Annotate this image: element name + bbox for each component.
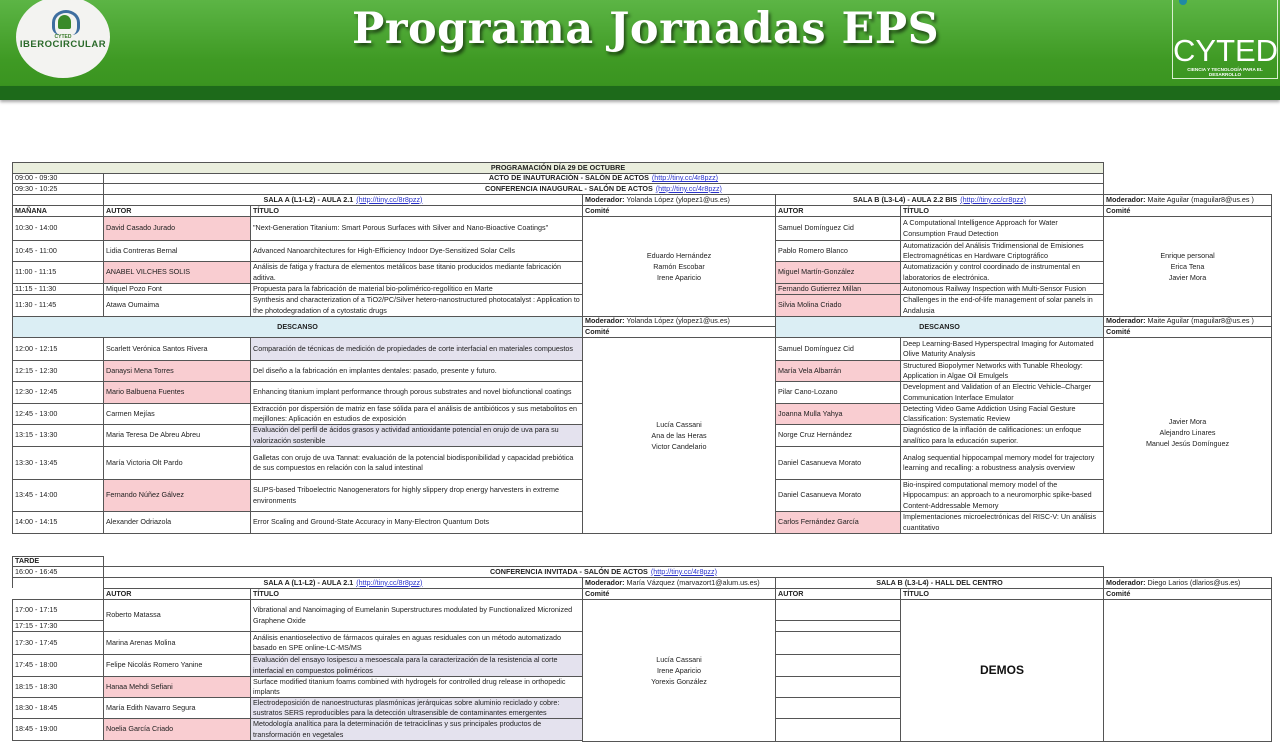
- author-cell: ANABEL VILCHES SOLIS: [103, 261, 251, 284]
- author-cell: Maria Teresa De Abreu Abreu: [103, 424, 251, 447]
- demos-cell: DEMOS: [900, 599, 1104, 742]
- time-cell: 17:30 - 17:45: [12, 631, 104, 655]
- time-cell: 13:30 - 13:45: [12, 446, 104, 480]
- column-header-comite: Comité: [582, 326, 776, 338]
- sala-a-moderator: Moderador: Yolanda López (ylopez1@us.es): [582, 194, 776, 206]
- column-header-autor: AUTOR: [103, 205, 251, 217]
- title-cell: Surface modified titanium foams combined with hydrogels for controlled drug release in orthopedic implants: [250, 676, 583, 698]
- committee-cell: Enrique personal Erica Tena Javier Mora: [1103, 216, 1272, 317]
- author-cell: Daniel Casanueva Morato: [775, 479, 901, 512]
- author-cell: Marina Arenas Molina: [103, 631, 251, 655]
- time-cell: 11:00 - 11:15: [12, 261, 104, 284]
- author-cell: Carmen Mejías: [103, 403, 251, 425]
- time-cell: 11:15 - 11:30: [12, 283, 104, 295]
- column-header-autor: AUTOR: [775, 205, 901, 217]
- logo-name: CYTED: [1173, 33, 1279, 68]
- column-header-comite: Comité: [582, 205, 776, 217]
- empty-author-cell: [775, 676, 901, 698]
- sala-b-title: SALA B (L3-L4) - HALL DEL CENTRO: [775, 577, 1104, 589]
- time-cell: 14:00 - 14:15: [12, 511, 104, 534]
- committee-cell: Eduardo Hernández Ramón Escobar Irene Aparicio: [582, 216, 776, 317]
- column-header-comite: Comité: [1103, 205, 1272, 217]
- sala-a-title: SALA A (L1-L2) - AULA 2.1 (http://tiny.cc/8r8pzz): [103, 194, 583, 206]
- title-cell: Bio-inspired computational memory model of the Hippocampus: an approach to a neuromorphic spike-based Content-Addressable Memory: [900, 479, 1104, 512]
- logo-mark-icon: [1179, 0, 1187, 5]
- empty-author-cell: [775, 599, 901, 621]
- title-cell: Evaluación del ensayo Iosipescu a mesoescala para la caracterización de la resistencia al corte interfacial en compuestos poliméricos: [250, 654, 583, 677]
- title-cell: Metodología analítica para la determinación de tetraciclinas y sus principales productos de transformación en vegetales: [250, 718, 583, 741]
- title-cell: Deep Learning-Based Hyperspectral Imaging for Automated Olive Maturity Analysis: [900, 337, 1104, 361]
- sala-b-moderator: Moderador: Maite Aguilar (maguilar8@us.es ): [1103, 316, 1272, 327]
- title-cell: Enhancing titanium implant performance through porous substrates and novel biofunctional coatings: [250, 381, 583, 404]
- title-cell: Challenges in the end-of-life management of solar panels in Andalusia: [900, 294, 1104, 317]
- title-cell: Comparación de técnicas de medición de propiedades de corte interfacial en materiales compuestos: [250, 337, 583, 361]
- logo-subtitle: CIENCIA Y TECNOLOGÍA PARA EL DESARROLLO: [1187, 67, 1263, 77]
- title-cell: Diagnóstico de la inflación de calificaciones: un enfoque analítico para la educación superior.: [900, 424, 1104, 447]
- title-cell: Analog sequential hippocampal memory model for trajectory learning and recalling: a robustness analysis overview: [900, 446, 1104, 480]
- day-title: PROGRAMACIÓN DÍA 29 DE OCTUBRE: [12, 162, 1104, 174]
- title-cell: SLIPS-based Triboelectric Nanogenerators for highly slippery drop energy harvesters in extreme environments: [250, 479, 583, 512]
- author-cell: Fernando Gutierrez Millan: [775, 283, 901, 295]
- author-cell: María Edith Navarro Segura: [103, 697, 251, 719]
- title-cell: Advanced Nanoarchitectures for High-Efficiency Indoor Dye-Sensitized Solar Cells: [250, 240, 583, 262]
- author-cell: Daniel Casanueva Morato: [775, 446, 901, 480]
- sala-a-title: SALA A (L1-L2) - AULA 2.1 (http://tiny.cc/8r8pzz): [103, 577, 583, 589]
- title-cell: Automatización y control coordinado de instrumental en laboratorios de electrónica.: [900, 261, 1104, 284]
- committee-cell: Lucía Cassani Ana de las Heras Victor Candelario: [582, 337, 776, 534]
- title-cell: "Next-Generation Titanium: Smart Porous Surfaces with Silver and Nano-Bioactive Coatings": [250, 216, 583, 241]
- author-cell: Noelia García Criado: [103, 718, 251, 741]
- logo-small-text: CYTED: [54, 34, 72, 40]
- author-cell: Fernando Núñez Gálvez: [103, 479, 251, 512]
- sala-b-moderator: Moderador: Maite Aguilar (maguilar8@us.es ): [1103, 194, 1272, 206]
- column-header-comite: Comité: [582, 588, 776, 600]
- author-cell: Lidia Contreras Bernal: [103, 240, 251, 262]
- column-header-autor: AUTOR: [775, 588, 901, 600]
- author-cell: Joanna Mulla Yahya: [775, 403, 901, 425]
- time-cell: 18:30 - 18:45: [12, 697, 104, 719]
- time-cell: 13:15 - 13:30: [12, 424, 104, 447]
- author-cell: Miquel Pozo Font: [103, 283, 251, 295]
- author-cell: Mario Balbuena Fuentes: [103, 381, 251, 404]
- time-cell: 13:45 - 14:00: [12, 479, 104, 512]
- title-cell: Synthesis and characterization of a TiO2/PC/Silver hetero-nanostructured photocatalyst : Application to the photodegradation of a cytostatic drugs: [250, 294, 583, 317]
- section-label-tarde: TARDE: [12, 556, 104, 567]
- title-cell: Error Scaling and Ground-State Accuracy in Many-Electron Quantum Dots: [250, 511, 583, 534]
- title-cell: Implementaciones microelectrónicas del RISC-V: Un análisis cuantitativo: [900, 511, 1104, 534]
- author-cell: Miguel Martín-González: [775, 261, 901, 284]
- author-cell: Pilar Cano-Lozano: [775, 381, 901, 404]
- title-cell: Automatización del Análisis Tridimensional de Emisiones Electromagnéticas en Hardware Criptográfico: [900, 240, 1104, 262]
- author-cell: María Vela Albarrán: [775, 360, 901, 382]
- time-cell: 17:15 - 17:30: [12, 620, 104, 632]
- title-cell: Electrodeposición de nanoestructuras plasmónicas jerárquicas sobre aluminio reciclado y cobre: sustratos SERS reproducibles para la detección ultrasensible de contaminantes emergentes: [250, 697, 583, 719]
- time-cell: 17:00 - 17:15: [12, 599, 104, 621]
- column-header-autor: AUTOR: [103, 588, 251, 600]
- sala-a-moderator: Moderador: María Vázquez (marvazort1@alum.us.es): [582, 577, 776, 589]
- author-cell: Felipe Nicolás Romero Yanine: [103, 654, 251, 677]
- sala-a-moderator: Moderador: Yolanda López (ylopez1@us.es): [582, 316, 776, 327]
- author-cell: Atawa Oumaima: [103, 294, 251, 317]
- sala-b-link[interactable]: (http://tiny.cc/cr8pzz): [960, 194, 1026, 204]
- time-cell: 11:30 - 11:45: [12, 294, 104, 317]
- time-cell: 09:30 - 10:25: [12, 183, 104, 195]
- author-cell: María Victoria Olt Pardo: [103, 446, 251, 480]
- empty-author-cell: [775, 631, 901, 655]
- committee-cell: Javier Mora Alejandro Linares Manuel Jesús Domínguez: [1103, 337, 1272, 534]
- sala-b-title: SALA B (L3-L4) - AULA 2.2 BIS (http://tiny.cc/cr8pzz): [775, 194, 1104, 206]
- page-title: Programa Jornadas EPS: [352, 4, 940, 54]
- author-cell: Silvia Molina Criado: [775, 294, 901, 317]
- title-cell: Galletas con orujo de uva Tannat: evaluación de la potencial biodisponibilidad y capacidad prebiótica de sus compuestos en relación con la salud intestinal: [250, 446, 583, 480]
- column-header-comite: Comité: [1103, 326, 1272, 338]
- time-cell: 12:00 - 12:15: [12, 337, 104, 361]
- keynote-link[interactable]: (http://tiny.cc/4r8pzz): [655, 183, 722, 193]
- title-cell: Análisis enantioselectivo de fármacos quirales en aguas residuales con un método automatizado basado en SPE online-LC-MS/MS: [250, 631, 583, 655]
- time-cell: 10:30 - 14:00: [12, 216, 104, 241]
- author-cell: Norge Cruz Hernández: [775, 424, 901, 447]
- keynote-conference: CONFERENCIA INAUGURAL - SALÓN DE ACTOS (http://tiny.cc/4r8pzz): [103, 183, 1104, 195]
- author-cell: Scarlett Verónica Santos Rivera: [103, 337, 251, 361]
- break-row: DESCANSO: [12, 316, 583, 338]
- column-header-manana: MAÑANA: [12, 205, 104, 217]
- time-cell: 12:45 - 13:00: [12, 403, 104, 425]
- title-cell: Autonomous Railway Inspection with Multi-Sensor Fusion: [900, 283, 1104, 295]
- column-header-titulo: TÍTULO: [900, 205, 1104, 217]
- time-cell: 18:15 - 18:30: [12, 676, 104, 698]
- author-cell: Danaysi Mena Torres: [103, 360, 251, 382]
- author-cell: Pablo Romero Blanco: [775, 240, 901, 262]
- opening-link[interactable]: (http://tiny.cc/4r8pzz): [651, 173, 719, 183]
- break-row: DESCANSO: [775, 316, 1104, 338]
- title-cell: Development and Validation of an Electric Vehicle–Charger Communication Interface Emulator: [900, 381, 1104, 404]
- column-header-titulo: TÍTULO: [250, 588, 583, 600]
- title-cell: Propuesta para la fabricación de material bio-polimérico-regolítico en Marte: [250, 283, 583, 295]
- sala-a-link[interactable]: (http://tiny.cc/8r8pzz): [356, 577, 423, 587]
- title-cell: Análisis de fatiga y fractura de elementos metálicos base titanio producidos mediante fabricación aditiva.: [250, 261, 583, 284]
- empty-author-cell: [775, 718, 901, 742]
- author-cell: Samuel Domínguez Cid: [775, 216, 901, 241]
- time-cell: 18:45 - 19:00: [12, 718, 104, 741]
- title-cell: Extracción por dispersión de matriz en fase sólida para el análisis de antibióticos y sus metabolitos en mejillones: Aplicación en estudios de exposición: [250, 403, 583, 425]
- invited-conference: CONFERENCIA INVITADA - SALÓN DE ACTOS (http://tiny.cc/4r8pzz): [103, 566, 1104, 578]
- time-cell: 12:30 - 12:45: [12, 381, 104, 404]
- empty-author-cell: [775, 697, 901, 719]
- tree-icon: [58, 15, 71, 29]
- title-cell: Evaluación del perfil de ácidos grasos y actividad antioxidante potencial en orujo de uva para su valorización sostenible: [250, 424, 583, 447]
- time-cell: 12:15 - 12:30: [12, 360, 104, 382]
- time-cell: 17:45 - 18:00: [12, 654, 104, 677]
- invited-link[interactable]: (http://tiny.cc/4r8pzz): [650, 566, 718, 576]
- sala-a-link[interactable]: (http://tiny.cc/8r8pzz): [356, 194, 423, 204]
- author-cell: Samuel Domínguez Cid: [775, 337, 901, 361]
- time-cell: 10:45 - 11:00: [12, 240, 104, 262]
- cyted-logo: [1172, 0, 1278, 79]
- time-cell: 16:00 - 16:45: [12, 566, 104, 578]
- author-cell: Hanaa Mehdi Sefiani: [103, 676, 251, 698]
- title-cell: Vibrational and Nanoimaging of Eumelanin Superstructures modulated by Functionalized Micronized Graphene Oxide: [250, 599, 583, 632]
- title-cell: Detecting Video Game Addiction Using Facial Gesture Classification: Systematic Review: [900, 403, 1104, 425]
- author-cell: Alexander Odriazola: [103, 511, 251, 534]
- author-cell: Roberto Matassa: [103, 599, 251, 632]
- committee-cell: [1103, 599, 1272, 742]
- committee-cell: Lucía Cassani Irene Aparicio Yorexis González: [582, 599, 776, 742]
- title-cell: Structured Biopolymer Networks with Tunable Rheology: Application in Algae Oil Emulgels: [900, 360, 1104, 382]
- title-cell: Del diseño a la fabricación en implantes dentales: pasado, presente y futuro.: [250, 360, 583, 382]
- opening-ceremony: ACTO DE INAUTURACIÓN - SALÓN DE ACTOS (http://tiny.cc/4r8pzz): [103, 173, 1104, 184]
- empty-author-cell: [775, 654, 901, 677]
- title-cell: A Computational Intelligence Approach for Water Consumption Fraud Detection: [900, 216, 1104, 241]
- header-banner-stripe: [0, 86, 1280, 100]
- column-header-titulo: TÍTULO: [250, 205, 583, 217]
- author-cell: David Casado Jurado: [103, 216, 251, 241]
- time-cell: 09:00 - 09:30: [12, 173, 104, 184]
- logo-name: IBEROCIRCULAR: [19, 39, 107, 50]
- column-header-comite: Comité: [1103, 588, 1272, 600]
- sala-b-moderator: Moderador: Diego Larios (dlarios@us.es): [1103, 577, 1272, 589]
- author-cell: Carlos Fernández García: [775, 511, 901, 534]
- column-header-titulo: TÍTULO: [900, 588, 1104, 600]
